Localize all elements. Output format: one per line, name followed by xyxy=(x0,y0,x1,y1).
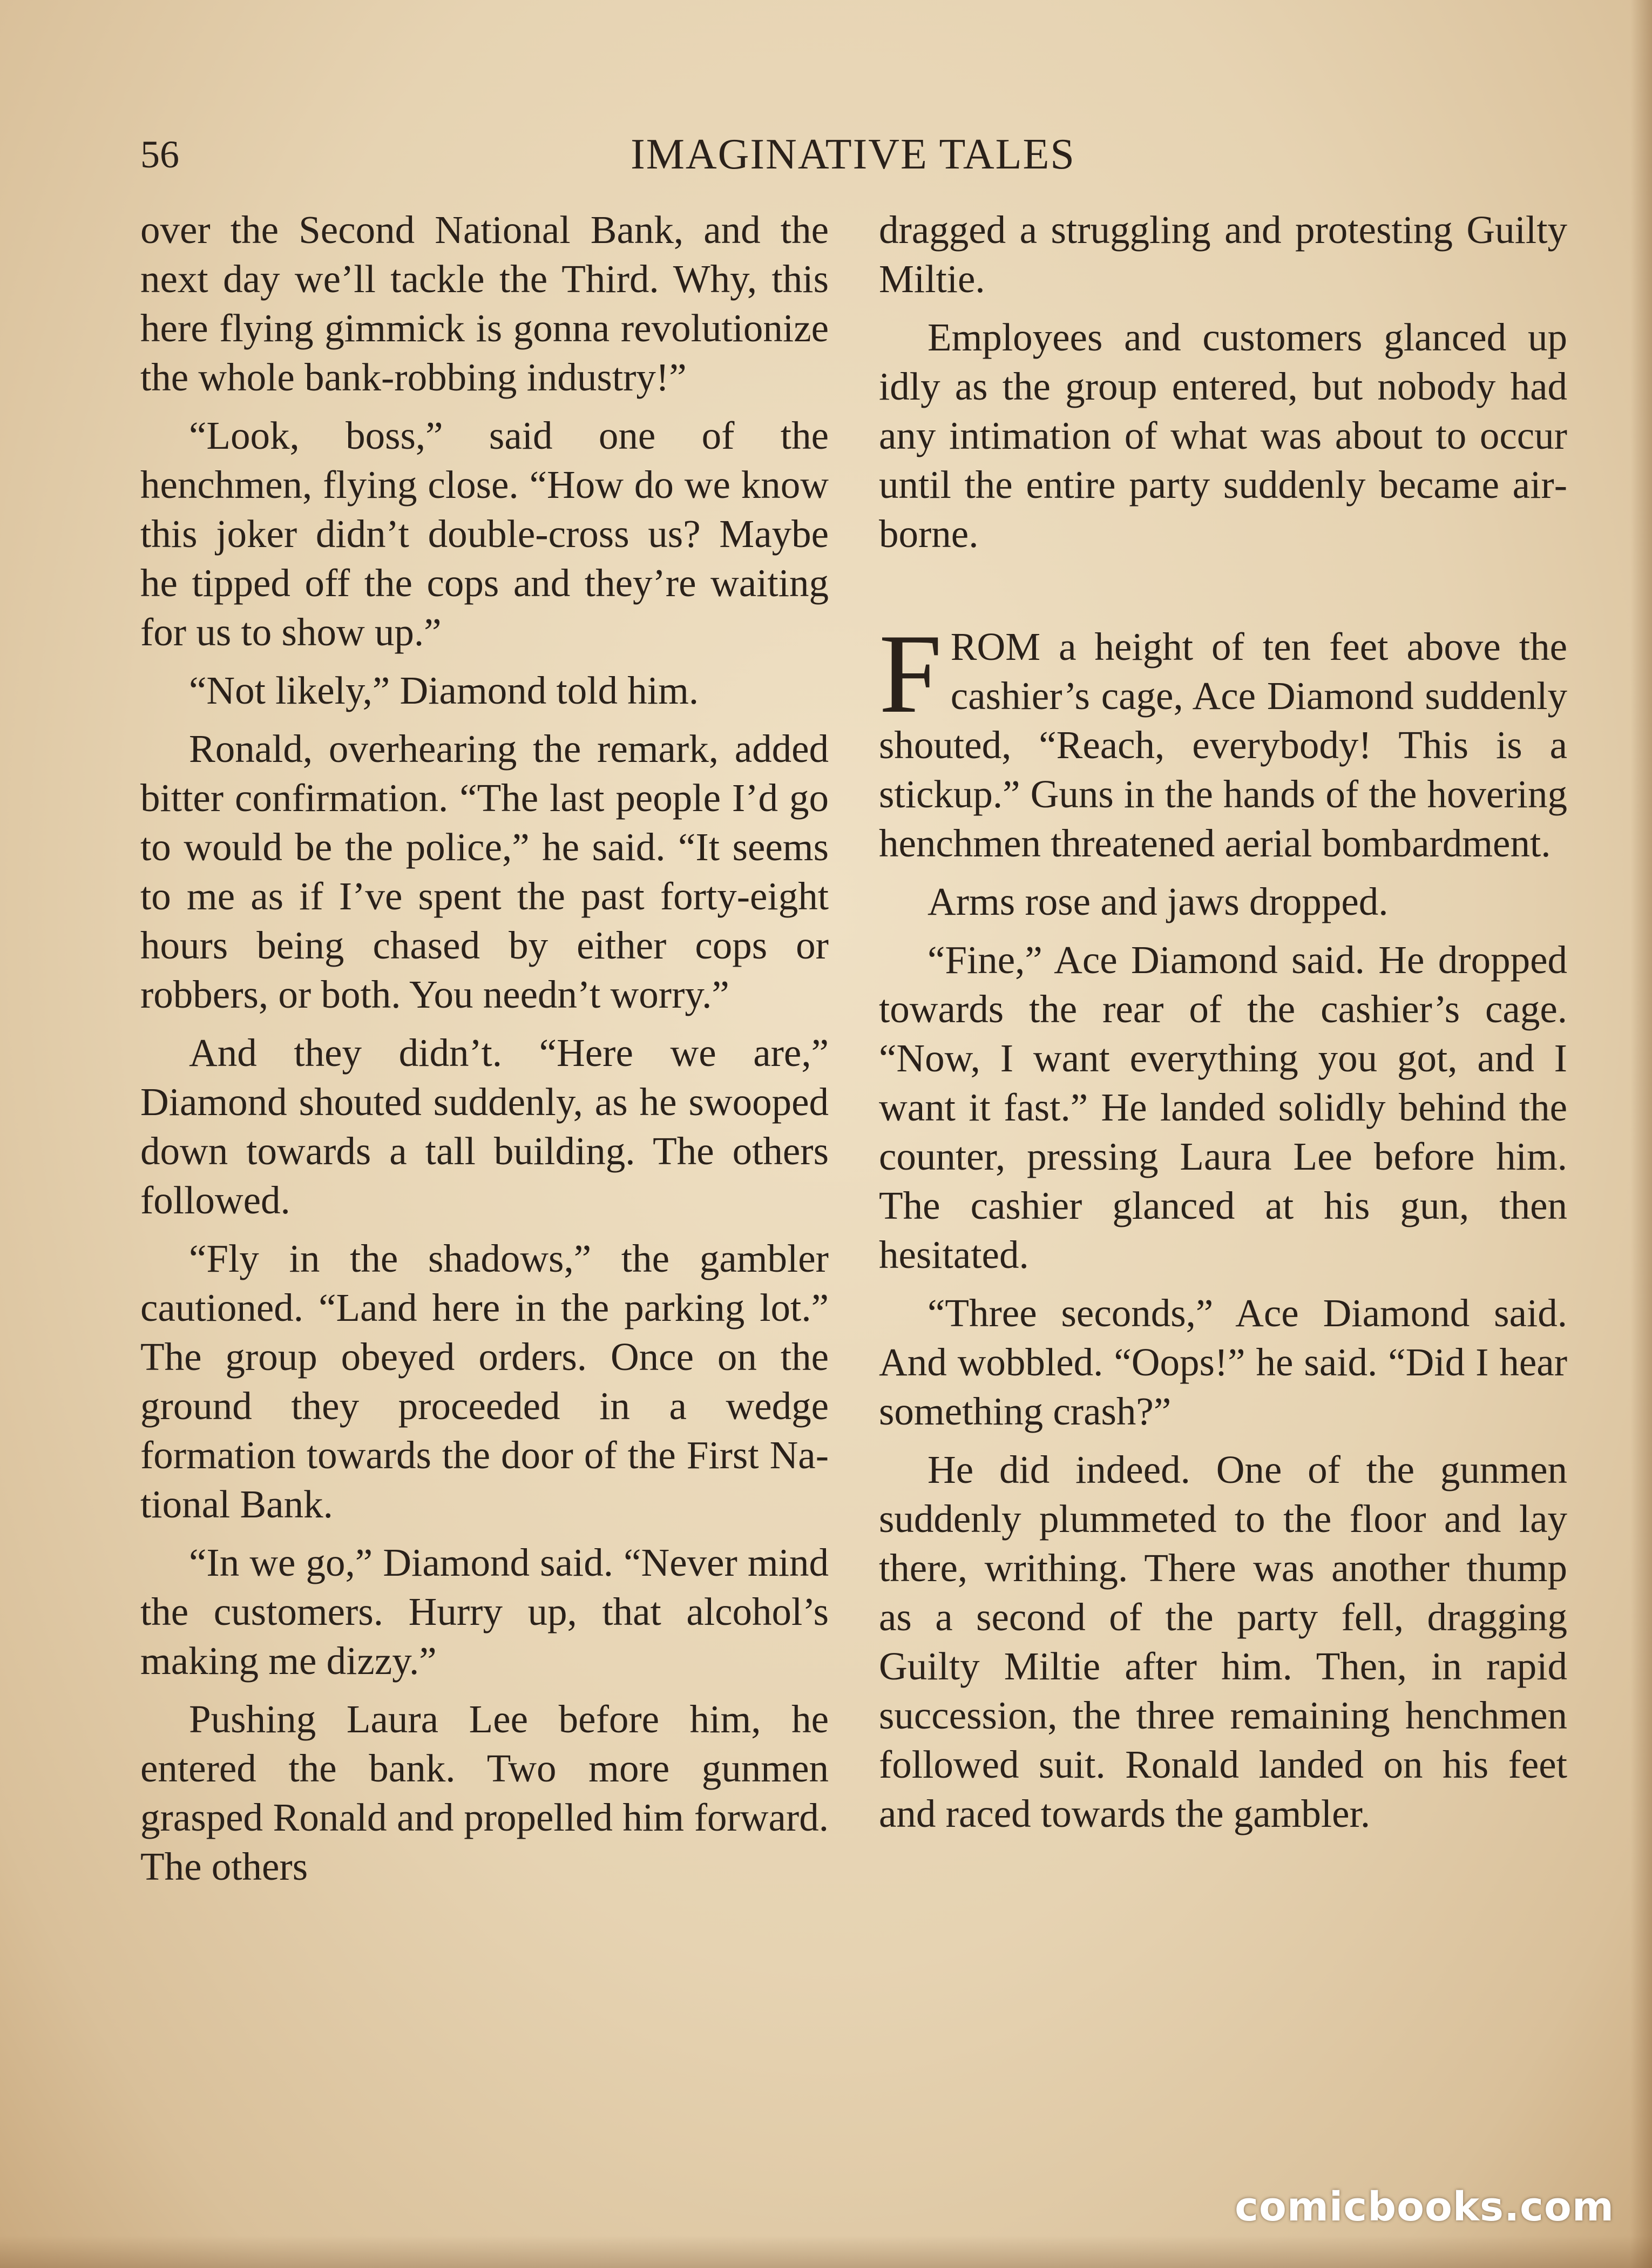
page-edge-shadow-right xyxy=(1630,0,1652,2268)
paragraph: over the Second National Bank, and the next day we’ll tackle the Third. Why, this here flying gimmick is gonna revolutionize the whole bank-robbing industry!” xyxy=(140,208,829,399)
paragraph: “Fly in the shadows,” the gambler cautioned. “Land here in the parking lot.” The group obeyed orders. Once on the ground they proceeded in a wedge formation towards the door of the First National Bank. xyxy=(140,1237,829,1526)
paragraph: “In we go,” Diamond said. “Never mind the customers. Hurry up, that alcohol’s making me dizzy.” xyxy=(140,1541,829,1683)
paragraph: “Look, boss,” said one of the henchmen, flying close. “How do we know this joker didn’t double-cross us? Maybe he tipped off the cops and they’re waiting for us to show up.” xyxy=(140,414,829,654)
paragraph: “Three seconds,” Ace Diamond said. And wobbled. “Oops!” he said. “Did I hear something crash?” xyxy=(879,1291,1567,1433)
drop-cap-paragraph-text: ROM a height of ten feet above the cashier’s cage, Ace Diamond suddenly shouted, “Reach, everybody! This is a stickup.” Guns in the hands of the hovering henchmen threatened aerial bombardment. xyxy=(879,625,1567,865)
paragraph: Arms rose and jaws dropped. xyxy=(927,880,1389,923)
paragraph: dragged a struggling and protesting Guilty Miltie. xyxy=(879,208,1567,301)
paragraph: “Fine,” Ace Diamond said. He dropped towards the rear of the cashier’s cage. “Now, I want everything you got, and I want it fast.” He landed solidly behind the counter, pressing Laura Lee before him. The cashier glanced at his gun, then hesitated. xyxy=(879,938,1567,1277)
paragraph: And they didn’t. “Here we are,” Diamond shouted suddenly, as he swooped down towards a tall building. The others followed. xyxy=(140,1031,829,1222)
right-column xyxy=(879,205,1567,1847)
paragraph: Employees and customers glanced up idly as the group entered, but nobody had any intimation of what was about to occur until the entire party suddenly became airborne. xyxy=(879,315,1567,556)
paragraph: He did indeed. One of the gunmen suddenly plummeted to the floor and lay there, writhing. There was another thump as a second of the party fell, dragging Guilty Miltie after him. Then, in rapid succession, the three remaining henchmen followed suit. Ronald landed on his feet and raced towards the gambler. xyxy=(879,1448,1567,1835)
page-edge-shadow-bottom xyxy=(0,2236,1652,2268)
site-watermark: comicbooks.com xyxy=(1235,2184,1614,2230)
section-opening-paragraph xyxy=(879,611,1567,868)
running-title: IMAGINATIVE TALES xyxy=(631,131,1075,178)
drop-cap: F xyxy=(879,611,942,737)
page-header xyxy=(140,127,1566,181)
paragraph: Pushing Laura Lee before him, he entered the bank. Two more gunmen grasped Ronald and propelled him forward. The others xyxy=(140,1697,829,1888)
left-column xyxy=(140,205,829,1900)
paragraph: “Not likely,” Diamond told him. xyxy=(189,669,699,712)
page-number: 56 xyxy=(140,133,179,176)
paragraph: Ronald, overhearing the remark, added bitter confirmation. “The last people I’d go to would be the police,” he said. “It seems to me as if I’ve spent the past forty-eight hours being chased by either cops or robbers, or both. You needn’t worry.” xyxy=(140,727,829,1016)
